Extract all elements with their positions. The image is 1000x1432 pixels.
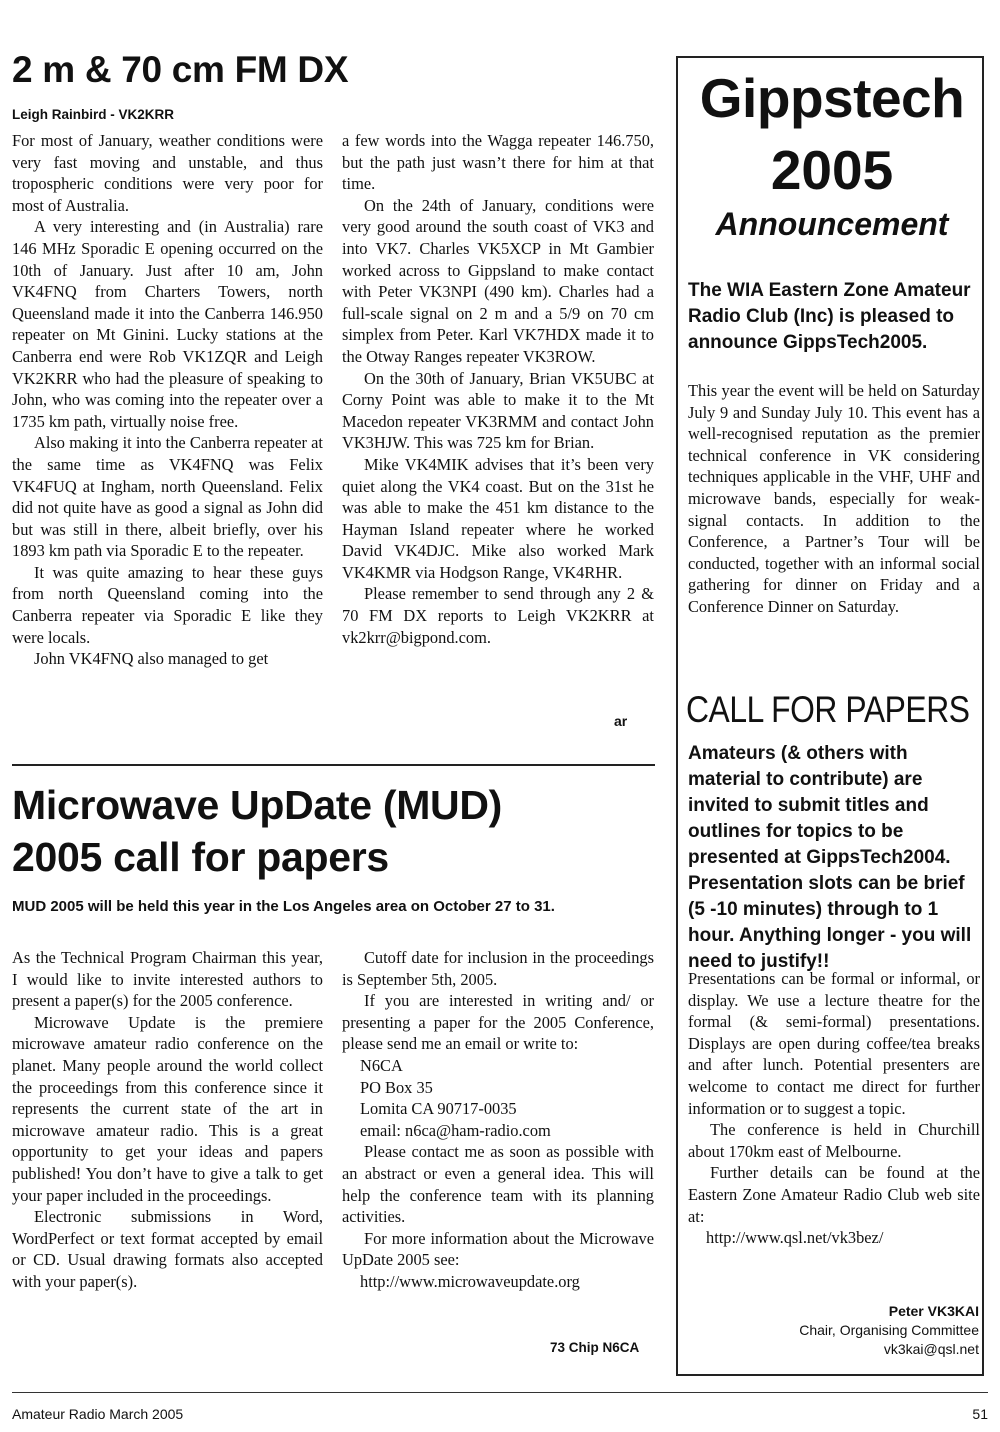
sidebar-title: Gippstech xyxy=(699,67,965,129)
paragraph: The conference is held in Churchill about 170km east of Melbourne. xyxy=(688,1120,980,1161)
paragraph: On the 30th of January, Brian VK5UBC at Corny Point was able to make it to the Mt Macedon repeater VK3RMM and contact John VK3HJW. This was 725 km for Brian. xyxy=(342,368,654,453)
sidebar-year: 2005 xyxy=(770,139,894,201)
call-for-papers-body xyxy=(688,968,980,1249)
paragraph: Cutoff date for inclusion in the proceedings is September 5th, 2005. xyxy=(342,948,654,989)
section-divider xyxy=(12,764,655,766)
paragraph: If you are interested in writing and/ or presenting a paper for the 2005 Conference, please send me an email or write to: xyxy=(342,991,654,1054)
sidebar-signature xyxy=(688,1302,979,1359)
paragraph: John VK4FNQ also managed to get xyxy=(34,649,269,669)
address-line: Lomita CA 90717-0035 xyxy=(360,1099,517,1119)
article-column-1 xyxy=(12,947,323,1293)
article-subtitle: MUD 2005 will be held this year in the Los Angeles area on October 27 to 31. xyxy=(12,898,555,915)
sidebar-body xyxy=(688,380,980,618)
footer-publication: Amateur Radio March 2005 xyxy=(12,1406,184,1422)
title-line-1: Microwave UpDate (MUD) xyxy=(12,782,503,828)
address-line: PO Box 35 xyxy=(360,1077,433,1097)
article-byline: Leigh Rainbird - VK2KRR xyxy=(12,107,175,122)
address-line: N6CA xyxy=(360,1055,403,1075)
paragraph: Further details can be found at the Eastern Zone Amateur Radio Club web site at: xyxy=(688,1163,980,1226)
sidebar-lead: The WIA Eastern Zone Amateur Radio Club (Inc) is pleased to announce GippsTech2005. xyxy=(688,280,971,353)
signature: 73 Chip N6CA xyxy=(550,1340,640,1355)
paragraph: Please remember to send through any 2 & 70 FM DX reports to Leigh VK2KRR at vk2krr@bigpond.com. xyxy=(342,584,654,647)
call-for-papers-lead: Amateurs (& others with material to contribute) are invited to submit titles and outlines for topics to be presented at GippsTech2004. Presentation slots can be brief (5 -10 minutes) through to 1 hour. Anything longer - you will need to justify!! xyxy=(688,743,972,972)
paragraph: Please contact me as soon as possible with an abstract or even a general idea. This will help the conference team with its planning activities. xyxy=(342,1142,654,1227)
paragraph: It was quite amazing to hear these guys from north Queensland coming into the Canberra repeater via Sporadic E like they were locals. xyxy=(12,562,323,647)
paragraph: As the Technical Program Chairman this year, I would like to invite interested authors to present a paper(s) for the 2005 conference. xyxy=(12,948,323,1011)
article-title xyxy=(12,779,662,883)
article-title: 2 m & 70 cm FM DX xyxy=(12,49,349,90)
paragraph: For most of January, weather conditions were very fast moving and unstable, and thus tropospheric conditions were very poor for most of Australia. xyxy=(12,131,323,215)
article-column-2 xyxy=(342,947,654,1293)
paragraph: Electronic submissions in Word, WordPerfect or text format accepted by email or CD. Usual drawing formats also accepted with your paper(s). xyxy=(12,1207,323,1291)
paragraph: Mike VK4MIK advises that it’s been very quiet along the VK4 coast. But on the 31st he was able to make the 451 km distance to the Hayman Island repeater where he worked David VK4DJC. Mike also worked Mark VK4KMR via Hodgson Range, VK4RHR. xyxy=(342,454,654,582)
paragraph: For more information about the Microwave UpDate 2005 see: xyxy=(342,1228,654,1270)
paragraph: Microwave Update is the premiere microwave amateur radio conference on the planet. Many people around the world collect the proceedings from this conference since it represents the current state of the art in microwave amateur radio. This is a great opportunity to get your ideas and papers published! You don’t have to give a talk to get your paper included in the proceedings. xyxy=(12,1012,323,1205)
email-line: email: n6ca@ham-radio.com xyxy=(360,1120,551,1140)
paragraph: a few words into the Wagga repeater 146.750, but the path just wasn’t there for him at that time. xyxy=(342,131,654,194)
article-column-2 xyxy=(342,130,654,648)
sidebar-announcement: Announcement xyxy=(715,206,949,242)
signature-email: vk3kai@qsl.net xyxy=(883,1341,979,1357)
article-column-1 xyxy=(12,130,323,670)
footer-rule xyxy=(12,1392,988,1393)
gippstech-sidebar xyxy=(676,56,984,1376)
paragraph: This year the event will be held on Saturday July 9 and Sunday July 10. This event has a well-recognised reputation as the premier technical conference in VK considering techniques applicable in the VHF, UHF and microwave bands, especially for weak-signal contacts. In addition to the Conference, a Partner’s Tour will be conducted, together with an informal social gathering for dinner on Friday and a Conference Dinner on Saturday. xyxy=(688,381,980,616)
url-line: http://www.qsl.net/vk3bez/ xyxy=(706,1228,884,1248)
paragraph: Also making it into the Canberra repeater at the same time as VK4FNQ was Felix VK4FUQ at Ingham, north Queensland. Felix did not quite have as good a signal as John did but was still in there, albeit briefly, over his 1893 km path via Sporadic E to the repeater. xyxy=(12,433,323,561)
signature-role: Chair, Organising Committee xyxy=(799,1322,979,1338)
end-mark: ar xyxy=(614,713,628,729)
paragraph: Presentations can be formal or informal, or display. We use a lecture theatre for the formal (& semi-formal) presentations. Displays are open during coffee/tea breaks and after lunch. Potential presenters are welcome to contact me direct for further information or to suggest a topic. xyxy=(688,969,980,1118)
call-for-papers-heading: CALL FOR PAPERS xyxy=(686,689,970,730)
page-number: 51 xyxy=(972,1406,988,1422)
paragraph: A very interesting and (in Australia) rare 146 MHz Sporadic E opening occurred on the 10th of January. Just after 10 am, John VK4FNQ from Charters Towers, north Queensland made it into the Canberra 146.950 repeater on Mt Ginini. Lucky stations at the Canberra end were Rob VK1ZQR and Leigh VK2KRR who had the pleasure of speaking to John, who was coming into the repeater over a 1735 km path, virtually noise free. xyxy=(12,217,323,431)
signature-name: Peter VK3KAI xyxy=(888,1303,979,1319)
paragraph: On the 24th of January, conditions were very good around the south coast of VK3 and into VK7. Charles VK5XCP in Mt Gambier worked across to Gippsland to make contact with Peter VK3NPI (490 km). Charles had a full-scale signal on 2 m and a 5/9 on 70 cm simplex from Peter. Karl VK7HDX made it to the Otway Ranges repeater VK3ROW. xyxy=(342,195,654,366)
title-line-2: 2005 call for papers xyxy=(12,834,389,880)
url-line: http://www.microwaveupdate.org xyxy=(360,1271,580,1291)
